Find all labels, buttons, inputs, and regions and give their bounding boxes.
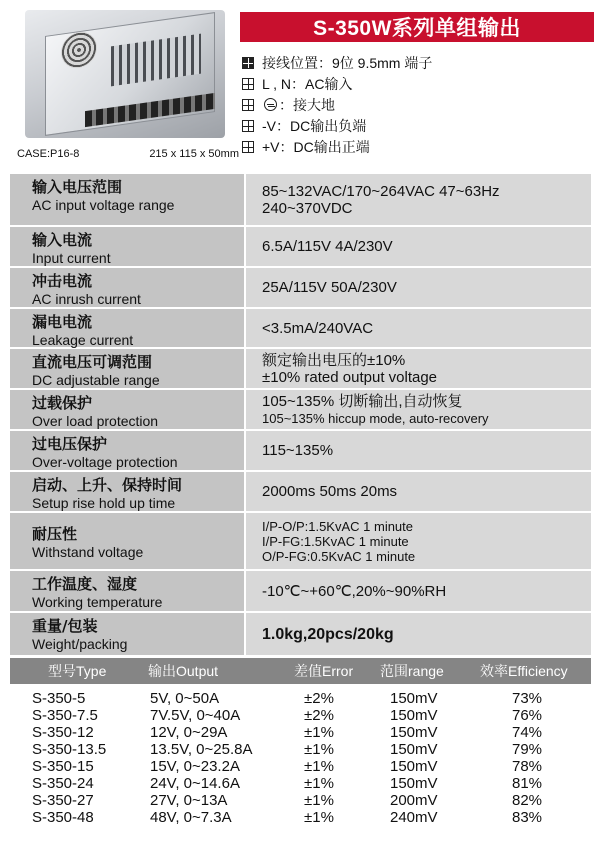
cell-output: 24V, 0~14.6A <box>150 775 240 792</box>
spec-row-working-temperature <box>10 571 591 613</box>
spec-label <box>10 431 246 470</box>
spec-label <box>10 571 246 611</box>
spec-label <box>10 309 246 347</box>
spec-label <box>10 390 246 429</box>
spec-label-en: Working temperature <box>32 594 163 610</box>
spec-label <box>10 472 246 511</box>
cell-range: 150mV <box>390 724 438 741</box>
terminal-box-icon <box>242 99 254 111</box>
table-row <box>10 707 591 724</box>
cell-range: 150mV <box>390 707 438 724</box>
terminal-text: -V：DC输出负端 <box>262 117 367 134</box>
cell-efficiency: 78% <box>512 758 543 775</box>
spec-row-weight-packing <box>10 613 591 655</box>
page-title: S-350W系列单组输出 <box>240 12 594 42</box>
cell-output: 48V, 0~7.3A <box>150 809 232 826</box>
cell-error: ±1% <box>304 809 334 826</box>
column-header: 差值Error <box>294 663 354 679</box>
spec-value-line: -10℃~+60℃,20%~90%RH <box>262 582 447 600</box>
spec-value <box>246 513 591 569</box>
terminal-item <box>242 73 592 94</box>
spec-value <box>246 227 591 266</box>
terminal-item <box>242 115 592 136</box>
terminal-text: L , N：AC输入 <box>262 75 353 92</box>
terminal-list <box>242 52 592 157</box>
spec-value-line: 25A/115V 50A/230V <box>262 279 397 296</box>
spec-value <box>246 472 591 511</box>
spec-value-line: I/P-FG:1.5KvAC 1 minute <box>262 533 409 549</box>
cell-output: 7V.5V, 0~40A <box>150 707 241 724</box>
spec-row-input-current <box>10 227 591 268</box>
spec-label-en: Over load protection <box>32 413 159 429</box>
spec-label <box>10 349 246 388</box>
cell-range: 150mV <box>390 775 438 792</box>
spec-label-en: Withstand voltage <box>32 544 144 560</box>
spec-value <box>246 390 591 429</box>
table-row <box>10 809 591 826</box>
spec-row-input-voltage <box>10 174 591 227</box>
spec-value-line: I/P-O/P:1.5KvAC 1 minute <box>262 518 414 534</box>
cell-error: ±1% <box>304 741 334 758</box>
table-row <box>10 775 591 792</box>
cell-error: ±2% <box>304 690 334 707</box>
spec-value <box>246 268 591 307</box>
product-header <box>10 8 590 166</box>
cell-efficiency: 83% <box>512 809 543 826</box>
cell-output: 13.5V, 0~25.8A <box>150 741 253 758</box>
spec-label-en: Weight/packing <box>32 636 128 652</box>
terminal-item <box>242 94 592 115</box>
spec-value-line: 115~135% <box>262 442 334 459</box>
spec-value <box>246 349 591 388</box>
spec-value-line: 额定输出电压的±10% <box>262 351 406 369</box>
cell-efficiency: 82% <box>512 792 543 809</box>
terminal-box-icon <box>242 78 254 90</box>
spec-label <box>10 174 246 225</box>
spec-value-line: <3.5mA/240VAC <box>262 319 374 337</box>
spec-label-zh: 重量/包装 <box>32 617 98 635</box>
spec-label-zh: 耐压性 <box>32 525 78 543</box>
spec-label-zh: 工作温度、湿度 <box>32 575 138 593</box>
cell-error: ±1% <box>304 758 334 775</box>
spec-label-en: Input current <box>32 250 111 266</box>
spec-value-line: 105~135% hiccup mode, auto-recovery <box>262 410 489 426</box>
spec-value-line: 2000ms 50ms 20ms <box>262 483 398 500</box>
spec-label-zh: 输入电流 <box>32 231 93 249</box>
spec-label-zh: 启动、上升、保持时间 <box>32 476 183 494</box>
table-row <box>10 792 591 809</box>
spec-label <box>10 268 246 307</box>
terminal-item <box>242 52 592 73</box>
spec-row-overvoltage-protection <box>10 431 591 472</box>
spec-label-en: AC input voltage range <box>32 197 175 213</box>
table-row <box>10 741 591 758</box>
column-header: 型号Type <box>48 663 107 679</box>
cell-error: ±1% <box>304 724 334 741</box>
terminal-item <box>242 136 592 157</box>
spec-row-dc-adjustable <box>10 349 591 390</box>
spec-label <box>10 513 246 569</box>
product-photo <box>17 10 239 162</box>
spec-label-en: Leakage current <box>32 332 134 348</box>
spec-label <box>10 227 246 266</box>
cell-type: S-350-24 <box>32 775 94 792</box>
earth-ground-icon <box>264 98 277 111</box>
spec-value-line: 1.0kg,20pcs/20kg <box>262 625 394 643</box>
cell-output: 5V, 0~50A <box>150 690 220 707</box>
cell-output: 12V, 0~29A <box>150 724 228 741</box>
cell-output: 15V, 0~23.2A <box>150 758 240 775</box>
cell-type: S-350-5 <box>32 690 86 707</box>
cell-type: S-350-27 <box>32 792 94 809</box>
spec-label-en: Setup rise hold up time <box>32 495 176 511</box>
cell-range: 200mV <box>390 792 438 809</box>
spec-value <box>246 309 591 347</box>
terminal-box-icon <box>242 141 254 153</box>
terminal-text: ：接大地 <box>279 96 335 113</box>
spec-label-zh: 输入电压范围 <box>32 178 123 196</box>
cell-range: 150mV <box>390 741 438 758</box>
cell-error: ±1% <box>304 792 334 809</box>
spec-label-zh: 冲击电流 <box>32 272 93 290</box>
cell-range: 150mV <box>390 690 438 707</box>
terminal-text: +V：DC输出正端 <box>262 138 370 155</box>
cell-output: 27V, 0~13A <box>150 792 228 809</box>
spec-row-inrush-current <box>10 268 591 309</box>
spec-label-en: DC adjustable range <box>32 372 160 388</box>
spec-value-line: 85~132VAC/170~264VAC 47~63Hz <box>262 182 500 200</box>
table-row <box>10 724 591 741</box>
power-supply-photo-icon <box>25 10 225 138</box>
spec-value-line: 6.5A/115V 4A/230V <box>262 238 393 255</box>
case-dimensions: 215 x 115 x 50mm <box>149 148 239 160</box>
cell-range: 240mV <box>390 809 438 826</box>
spec-label-zh: 直流电压可调范围 <box>32 353 153 371</box>
model-table-header <box>10 658 591 684</box>
spec-table <box>10 174 591 655</box>
spec-row-setup-time <box>10 472 591 513</box>
cell-efficiency: 73% <box>512 690 543 707</box>
cell-type: S-350-12 <box>32 724 94 741</box>
spec-label-en: AC inrush current <box>32 291 141 307</box>
column-header: 范围range <box>380 663 444 679</box>
spec-label-zh: 过载保护 <box>32 394 93 412</box>
cell-error: ±1% <box>304 775 334 792</box>
cell-type: S-350-15 <box>32 758 94 775</box>
spec-value-line: 105~135% 切断输出,自动恢复 <box>262 392 463 410</box>
cell-error: ±2% <box>304 707 334 724</box>
table-row <box>10 690 591 707</box>
model-table <box>10 658 591 826</box>
model-table-body <box>10 684 591 826</box>
cell-efficiency: 81% <box>512 775 543 792</box>
spec-row-overload-protection <box>10 390 591 431</box>
cell-type: S-350-48 <box>32 809 94 826</box>
case-caption <box>17 148 239 160</box>
spec-row-leakage-current <box>10 309 591 349</box>
screw-terminal-icon <box>242 57 254 69</box>
terminal-box-icon <box>242 120 254 132</box>
case-label: CASE:P16-8 <box>17 148 80 160</box>
column-header: 效率Efficiency <box>480 663 568 679</box>
cell-efficiency: 74% <box>512 724 543 741</box>
spec-label <box>10 613 246 655</box>
spec-row-withstand-voltage <box>10 513 591 571</box>
spec-value <box>246 174 591 225</box>
table-row <box>10 758 591 775</box>
cell-efficiency: 79% <box>512 741 543 758</box>
spec-label-en: Over-voltage protection <box>32 454 178 470</box>
spec-value-line: 240~370VDC <box>262 199 353 217</box>
spec-value <box>246 613 591 655</box>
spec-label-zh: 漏电电流 <box>32 313 93 331</box>
cell-type: S-350-13.5 <box>32 741 107 758</box>
spec-label-zh: 过电压保护 <box>32 435 108 453</box>
spec-value <box>246 571 591 611</box>
terminal-text: 接线位置：9位 9.5mm 端子 <box>262 54 433 71</box>
column-header: 输出Output <box>148 663 219 679</box>
spec-value <box>246 431 591 470</box>
cell-range: 150mV <box>390 758 438 775</box>
spec-value-line: O/P-FG:0.5KvAC 1 minute <box>262 548 416 564</box>
spec-value-line: ±10% rated output voltage <box>262 368 438 386</box>
cell-type: S-350-7.5 <box>32 707 98 724</box>
cell-efficiency: 76% <box>512 707 543 724</box>
